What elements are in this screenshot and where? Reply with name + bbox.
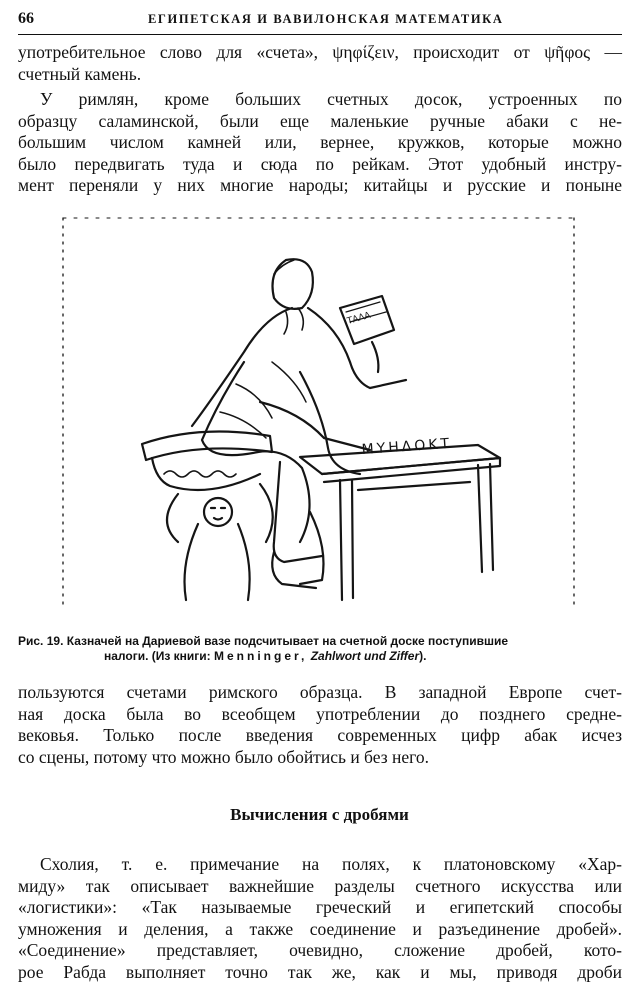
- paragraph-4: [18, 854, 622, 940]
- text-line: рое Рабда выполняет точно так же, как и мы, приводя дроби: [18, 961, 622, 982]
- page-number: 66: [18, 10, 34, 27]
- paragraph-2: [18, 89, 622, 197]
- text-line: умножения и деления, а также соединение и разъединение дробей».: [18, 918, 622, 939]
- figure-treasurer-illustration: [60, 212, 580, 620]
- running-header: [18, 8, 622, 35]
- text-line: Схолия, т. е. примечание на полях, к платоновскому «Хар-: [40, 854, 622, 874]
- text-line: образцу саламинской, были еще маленькие ручные абаки с не-: [18, 110, 622, 131]
- text-line: вековья. Только после введения современных цифр абак исчез: [18, 725, 622, 745]
- caption-author: Menninger,: [214, 649, 308, 663]
- text-line: «логистики»: «Так называемые греческий и египетский способы: [18, 897, 622, 917]
- text-line: большим числом камней или, вернее, кружков, которые можно: [18, 132, 622, 152]
- board-inscription: ΜΥΗΔΟΚΤ: [361, 435, 453, 458]
- caption-book-title: Zahlwort und Ziffer: [310, 649, 420, 663]
- running-title: ЕГИПЕТСКАЯ И ВАВИЛОНСКАЯ МАТЕМАТИКА: [148, 12, 504, 26]
- caption-label: Рис. 19.: [18, 634, 64, 648]
- text-line: пользуются счетами римского образца. В западной Европе счет-: [18, 682, 622, 702]
- paragraph-1: [18, 42, 622, 85]
- paragraph-5: [18, 940, 622, 983]
- caption-text: налоги. (Из книги:: [104, 649, 215, 663]
- section-heading: Вычисления с дробями: [230, 805, 409, 824]
- paragraph-3: [18, 682, 622, 768]
- text-line: со сцены, потому что можно было обойтись и без него.: [18, 746, 430, 767]
- text-line: мент переняли у них многие народы; китайцы и русские и поныне: [18, 175, 622, 195]
- text-line: счетный камень.: [18, 63, 142, 84]
- text-line: миду» так описывает важнейшие разделы счетного искусства или: [18, 875, 622, 896]
- caption-text: Казначей на Дариевой вазе подсчитывает на счетной доске поступившие: [66, 634, 509, 648]
- text-line: употребительное слово для «счета», ψηφίζειν, происходит от ψῆφος —: [18, 42, 622, 62]
- tablet-inscription: ΤΑΛΑ: [346, 310, 372, 327]
- figure-caption: [18, 634, 622, 664]
- caption-text: ).: [419, 649, 427, 663]
- text-line: ная доска была во всеобщем употреблении до позднего средне-: [18, 703, 622, 724]
- text-line: «Соединение» представляет, очевидно, сложение дробей, кото-: [18, 940, 622, 960]
- caption-line-2: [18, 649, 622, 664]
- text-line: У римлян, кроме больших счетных досок, устроенных по: [40, 89, 622, 109]
- text-line: было передвигать туда и сюда по рейкам. Этот удобный инстру-: [18, 153, 622, 174]
